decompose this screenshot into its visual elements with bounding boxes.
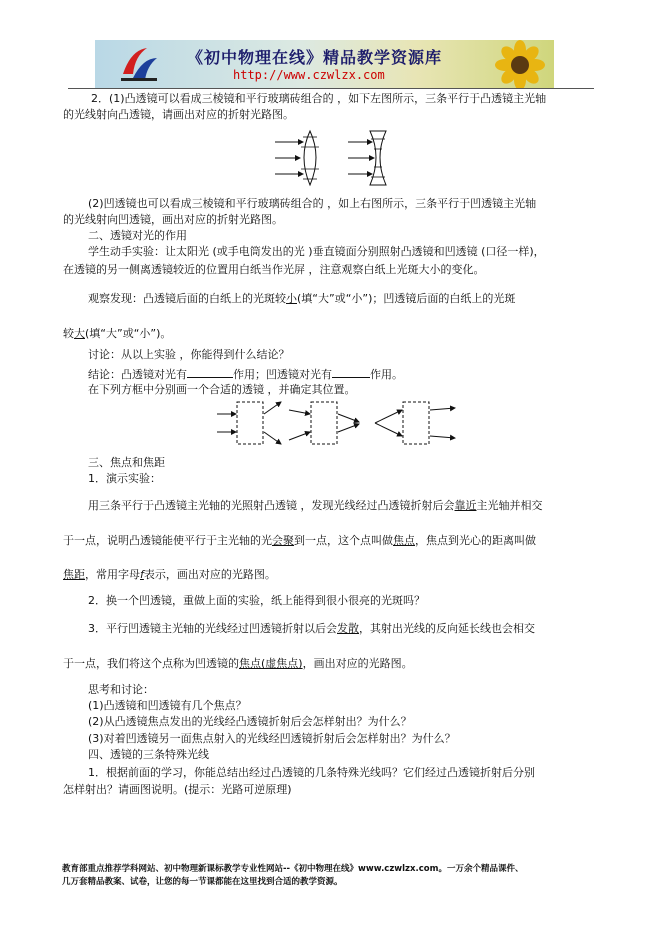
answer-focal-length: 焦距 — [63, 568, 85, 581]
site-logo-icon — [117, 44, 161, 84]
box-figure-1 — [217, 402, 281, 444]
demo-line1: 用三条平行于凸透镜主光轴的光照射凸透镜 ，发现光线经过凸透镜折射后会靠近主光轴并相交 — [88, 499, 543, 512]
answer-diverge: 发散 — [337, 622, 359, 635]
section-3-heading: 三、焦点和焦距 — [88, 456, 165, 469]
demo-line2: 于一点，说明凸透镜能使平行于主光轴的光会聚到一点，这个点叫做焦点，焦点到光心的距离叫做 — [63, 534, 536, 547]
answer-focus: 焦点 — [393, 534, 415, 547]
think-q2: (2)从凸透镜焦点发出的光线经凸透镜折射后会怎样射出？为什么？ — [88, 715, 412, 728]
answer-virtual-focus: 焦点(虚焦点) — [239, 657, 303, 670]
demo-line3: 焦距，常用字母f表示，画出对应的光路图。 — [63, 568, 276, 581]
question-2: 2．换一个凹透镜，重做上面的实验，纸上能得到很小很亮的光斑吗？ — [88, 594, 425, 607]
q2-part2-line1: (2)凹透镜也可以看成三棱镜和平行玻璃砖组合的 ，如上右图所示，三条平行于凹透镜主光轴 — [88, 197, 537, 210]
section-4-heading: 四、透镜的三条特殊光线 — [88, 748, 209, 761]
observation-line2: 较大(填“大”或“小”)。 — [63, 327, 172, 340]
convex-lens-diagram — [275, 131, 319, 185]
sunflower-image — [488, 42, 552, 88]
answer-converge-toward: 靠近 — [454, 499, 477, 512]
banner-title: 《初中物理在线》精品教学资源库 — [187, 48, 443, 67]
think-q3: (3)对着凹透镜另一面焦点射入的光线经凹透镜折射后会怎样射出？为什么？ — [88, 732, 456, 745]
conclusion-line: 结论：凸透镜对光有 作用；凹透镜对光有 作用。 — [88, 368, 403, 381]
section-4-q1-line2: 怎样射出？请画图说明。(提示：光路可逆原理) — [63, 783, 292, 796]
q2-part1-line1: 2．(1)凸透镜可以看成三棱镜和平行玻璃砖组合的 ，如下左图所示，三条平行于凸透镜主光轴 — [91, 92, 547, 105]
experiment-line1: 学生动手实验：让太阳光 (或手电筒发出的光 )垂直镜面分别照射凸透镜和凹透镜 (口径一样)， — [88, 245, 545, 258]
blank-convex-effect — [187, 366, 233, 378]
box-figure-2 — [289, 402, 359, 444]
think-heading: 思考和讨论： — [88, 683, 154, 696]
banner-url[interactable]: http://www.czwlzx.com — [233, 68, 385, 82]
footer-line2: 几万套精品教案、试卷，让您的每一节课都能在这里找到合适的教学资源。 — [62, 877, 343, 887]
observation-line1: 观察发现：凸透镜后面的白纸上的光斑较小(填“大”或“小”)；凹透镜后面的白纸上的光斑 — [88, 292, 516, 305]
header-rule — [68, 88, 594, 89]
section-4-q1-line1: 1．根据前面的学习，你能总结出经过凸透镜的几条特殊光线吗？它们经过凸透镜折射后分别 — [88, 766, 535, 779]
lens-box-figures — [215, 400, 480, 450]
header-banner — [95, 40, 554, 88]
box-instruction: 在下列方框中分别画一个合适的透镜 ，并确定其位置。 — [88, 383, 356, 396]
experiment-line2: 在透镜的另一侧离透镜较近的位置用白纸当作光屏 ，注意观察白纸上光斑大小的变化。 — [63, 263, 485, 276]
answer-small: 小 — [286, 292, 297, 305]
lens-figures-top — [270, 125, 400, 190]
q2-part2-line2: 的光线射向凹透镜，画出对应的折射光路图。 — [63, 213, 283, 226]
q2-part1-line2: 的光线射向凸透镜，请画出对应的折射光路图。 — [63, 108, 294, 121]
answer-letter-f: f — [140, 568, 144, 581]
blank-concave-effect — [332, 366, 370, 378]
page-footer — [62, 863, 523, 889]
demo-heading: 1．演示实验： — [88, 472, 161, 485]
footer-line1: 教育部重点推荐学科网站、初中物理新课标教学专业性网站--《初中物理在线》www.czwlzx.com。一万余个精品课件、 — [62, 864, 524, 874]
think-q1: (1)凸透镜和凹透镜有几个焦点？ — [88, 699, 247, 712]
question-3-line1: 3．平行凹透镜主光轴的光线经过凹透镜折射以后会发散，其射出光线的反向延长线也会相交 — [88, 622, 535, 635]
answer-large: 大 — [74, 327, 85, 340]
question-3-line2: 于一点，我们将这个点称为凹透镜的焦点(虚焦点)，画出对应的光路图。 — [63, 657, 413, 670]
answer-converge: 会聚 — [272, 534, 294, 547]
discussion-line: 讨论：从以上实验 ，你能得到什么结论？ — [88, 348, 290, 361]
section-2-heading: 二、透镜对光的作用 — [88, 229, 187, 242]
box-figure-3 — [375, 402, 455, 444]
concave-lens-diagram — [348, 131, 386, 185]
